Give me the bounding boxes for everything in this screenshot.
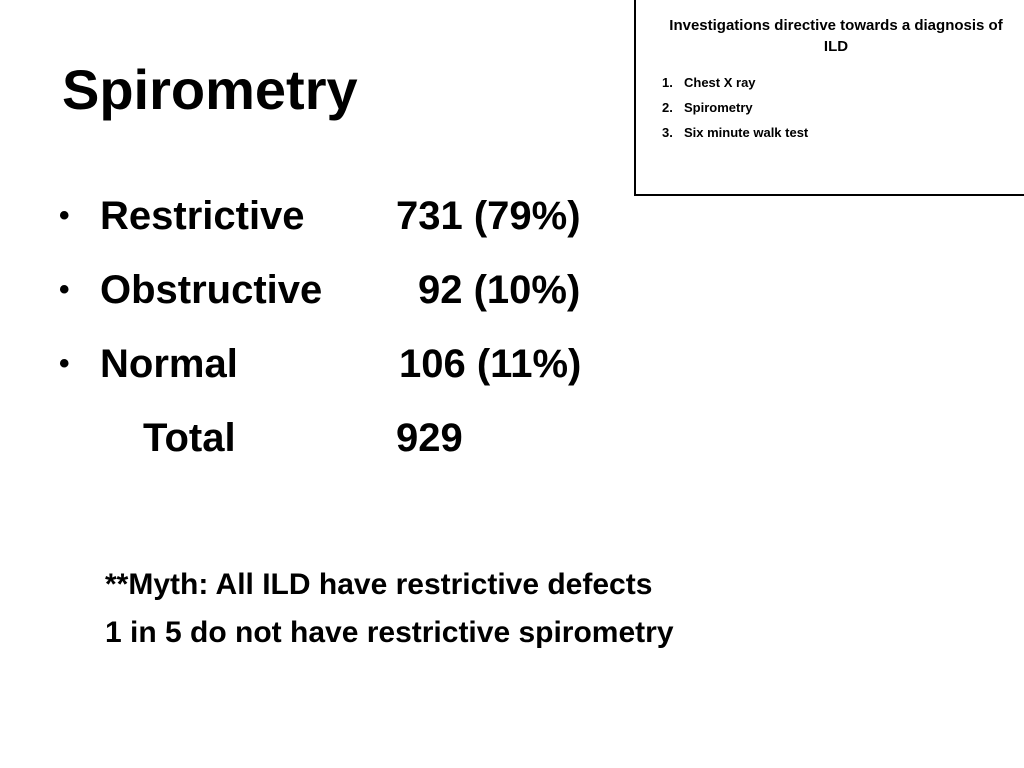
result-label: Normal [100,342,238,386]
bullet-icon: • [59,273,70,306]
myth-note [105,561,674,657]
inset-item-number: 3. [662,125,673,140]
result-row-normal [0,338,700,412]
inset-item-label: Six minute walk test [684,125,809,140]
inset-list-item [662,120,808,145]
slide-title: Spirometry [62,58,358,121]
myth-note-line: **Myth: All ILD have restrictive defects [105,568,653,601]
inset-box [634,0,1024,196]
result-label: Restrictive [100,194,305,238]
result-value: 731 (79%) [396,194,581,238]
total-label: Total [143,416,236,460]
inset-heading: Investigations directive towards a diagnosis of ILD [669,17,1003,55]
inset-list-item [662,95,808,120]
inset-list [662,70,808,145]
bullet-icon: • [59,199,70,232]
result-total-row [0,412,700,464]
result-value: 92 (10%) [418,268,581,312]
inset-item-number: 1. [662,75,673,90]
result-row-obstructive [0,264,700,338]
inset-item-label: Spirometry [684,100,753,115]
result-row-restrictive [0,190,700,264]
result-label: Obstructive [100,268,323,312]
result-value: 106 (11%) [399,342,582,386]
total-value: 929 [396,416,463,460]
myth-note-line: 1 in 5 do not have restrictive spirometry [105,616,674,649]
inset-list-item [662,70,808,95]
bullet-icon: • [59,347,70,380]
inset-item-label: Chest X ray [684,75,756,90]
inset-item-number: 2. [662,100,673,115]
results-list [0,190,700,412]
